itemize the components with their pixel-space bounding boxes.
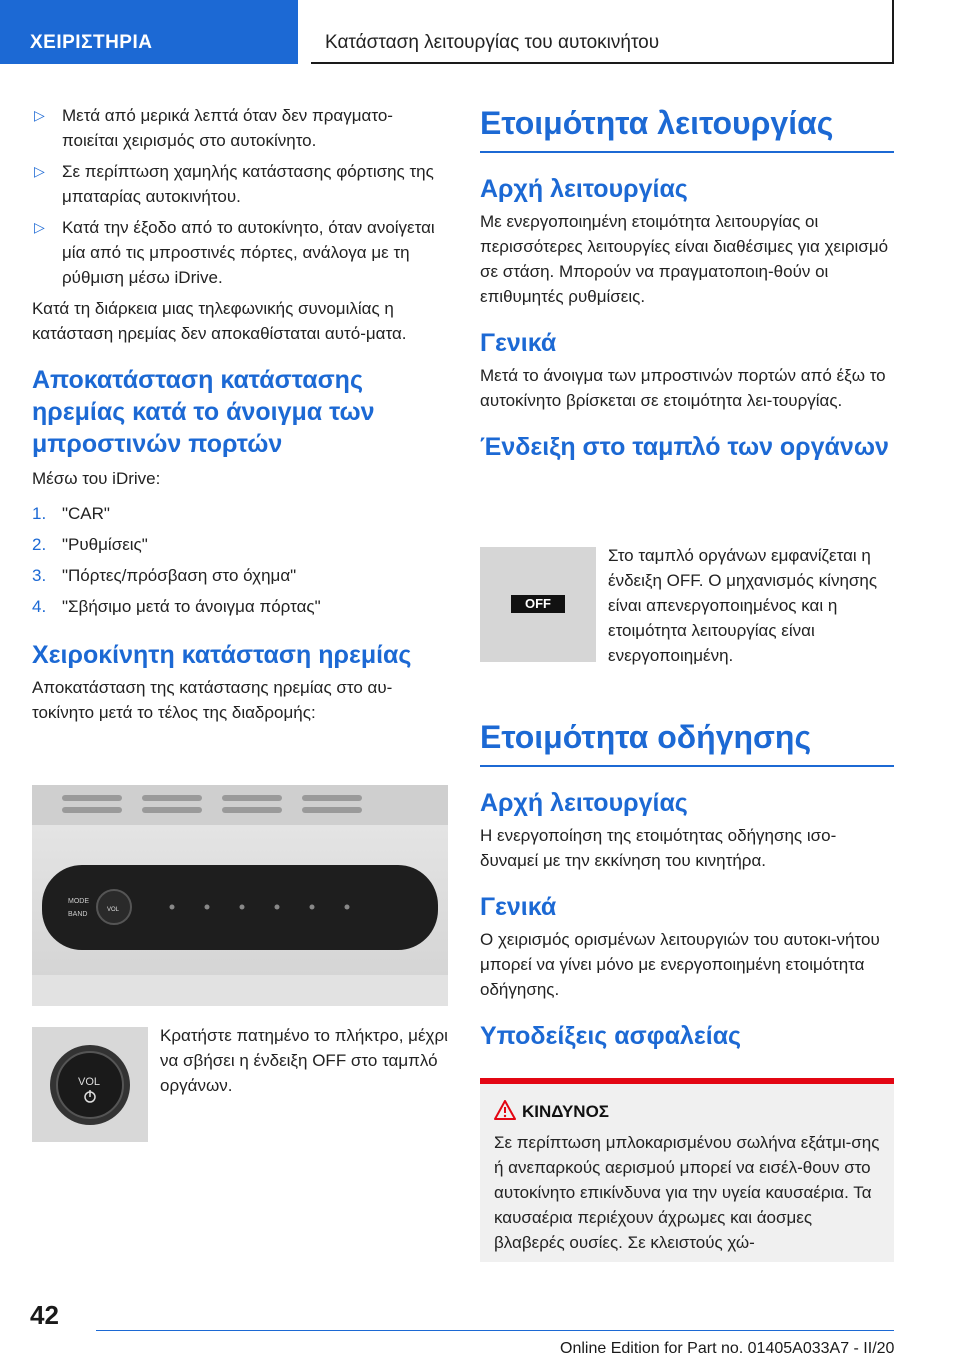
bullet-item: ▷ Κατά την έξοδο από το αυτοκίνητο, όταν ανοίγεται μία από τις μπροστινές πόρτες, ανάλογα με τη ρύθμιση μέσω iDrive. [32, 215, 448, 290]
right-column [480, 103, 894, 463]
danger-notice [480, 1078, 894, 1262]
edition-info: Online Edition for Part no. 01405A033A7 - II/20 [560, 1340, 895, 1357]
off-display-image [480, 547, 596, 662]
step-item: 3. "Πόρτες/πρόσβαση στο όχημα" [32, 566, 297, 585]
call-note: Κατά τη διάρκεια μιας τηλεφωνικής συνομιλίας η κατάσταση ηρεμίας δεν αποκαθίσταται αυτό‐ματα. [32, 299, 407, 343]
page-number: 42 [30, 1300, 59, 1330]
footer-rule [96, 1330, 894, 1331]
cluster-display-text: Στο ταμπλό οργάνων εμφανίζεται η ένδειξη OFF. Ο μηχανισμός κίνησης είναι απενεργοποιημένος και η ετοιμότητα λειτουργίας είναι ενεργοποιημένη. [608, 546, 878, 665]
heading-general-b: Γενικά [480, 893, 557, 921]
mode-label: MODE [68, 898, 89, 905]
triangle-bullet-icon: ▷ [34, 163, 45, 179]
heading-manual-standby: Χειροκίνητη κατάσταση ηρεμίας [32, 641, 412, 669]
vol-button-image [32, 1027, 148, 1142]
general-b-text: Ο χειρισμός ορισμένων λειτουργιών του αυτοκι‐νήτου μπορεί να γίνει μόνο με ενεργοποιημένη ετοιμότητα οδήγησης. [480, 930, 880, 999]
via-idrive: Μέσω του iDrive: [32, 469, 161, 488]
heading-principle-a: Αρχή λειτουργίας [480, 175, 688, 203]
vol-small-label: VOL [107, 907, 120, 913]
step-item: 1. "CAR" [32, 504, 110, 523]
vol-label: VOL [78, 1076, 101, 1088]
chapter-title: Κατάσταση λειτουργίας του αυτοκινήτου [325, 32, 660, 53]
heading-restore-standby: Αποκατάσταση κατάστασης ηρεμίας κατά το άνοιγμα των μπροστινών πορτών [32, 366, 375, 458]
bullet-item: ▷ Σε περίπτωση χαμηλής κατάστασης φόρτισης της μπαταρίας αυτοκινήτου. [32, 159, 448, 209]
heading-cluster-display: Ένδειξη στο ταμπλό των οργάνων [480, 433, 889, 461]
bullet-item: ▷ Μετά από μερικά λεπτά όταν δεν πραγματο‐ποιείται χειρισμός στο αυτοκίνητο. [32, 103, 448, 153]
right-column-lower [480, 717, 894, 1052]
heading-general-a: Γενικά [480, 329, 557, 357]
chapter-header [311, 0, 894, 64]
section-tab [0, 0, 298, 64]
danger-title: ΚΙΝΔΥΝΟΣ [522, 1102, 609, 1121]
principle-a-text: Με ενεργοποιημένη ετοιμότητα λειτουργίας οι περισσότερες λειτουργίες είναι διαθέσιμες για χειρισμό σε στάση. Μπορούν να πραγματοποιη‐θούν οι επιθυμητές ρυθμίσεις. [480, 212, 889, 306]
warning-triangle-icon [494, 1100, 516, 1120]
step-item: 4. "Σβήσιμο μετά το άνοιγμα πόρτας" [32, 597, 321, 616]
heading-principle-b: Αρχή λειτουργίας [480, 789, 688, 817]
heading-operating-readiness: Ετοιμότητα λειτουργίας [480, 103, 894, 153]
heading-safety-notes: Υποδείξεις ασφαλείας [480, 1022, 742, 1050]
principle-b-text: Η ενεργοποίηση της ετοιμότητας οδήγησης ισο‐δυναμεί με την εκκίνηση του κινητήρα. [480, 826, 837, 870]
step-item: 2. "Ρυθμίσεις" [32, 535, 148, 554]
hold-button-text: Κρατήστε πατημένο το πλήκτρο, μέχρι να σβήσει η ένδειξη OFF στο ταμπλό οργάνων. [160, 1026, 448, 1095]
triangle-bullet-icon: ▷ [34, 219, 45, 235]
danger-text: Σε περίπτωση μπλοκαρισμένου σωλήνα εξάτμι‐σης ή ανεπαρκούς αερισμού μπορεί να εισέλ‐θουν στο αυτοκίνητο επικίνδυνα για την υγεία καυσαέρια. Τα καυσαέρια περιέχουν άχρωμες και άοσμες βλαβερές ουσίες. Σε κλειστούς χώ‐ [494, 1133, 880, 1252]
off-indicator: OFF [511, 595, 565, 613]
general-a-text: Μετά το άνοιγμα των μπροστινών πορτών από έξω το αυτοκίνητο βρίσκεται σε ετοιμότητα λει‐τουργίας. [480, 366, 886, 410]
center-console-image [32, 785, 448, 1006]
manual-standby-text: Αποκατάσταση της κατάστασης ηρεμίας στο αυ‐τοκίνητο μετά το τέλος της διαδρομής: [32, 678, 393, 722]
band-label: BAND [68, 911, 88, 918]
section-title: ΧΕΙΡΙΣΤΗΡΙΑ [30, 32, 153, 53]
left-column [32, 103, 448, 725]
heading-drive-readiness: Ετοιμότητα οδήγησης [480, 717, 894, 767]
triangle-bullet-icon: ▷ [34, 107, 45, 123]
